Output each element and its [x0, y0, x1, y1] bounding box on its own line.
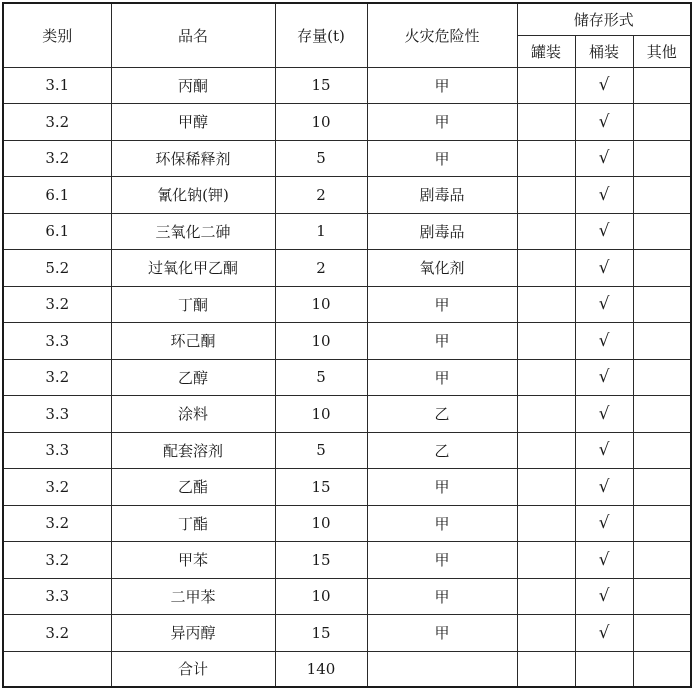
- cell-barrel: √: [575, 104, 633, 141]
- cell-quantity: 15: [275, 67, 367, 104]
- header-fire-hazard: 火灾危险性: [367, 3, 517, 67]
- cell-barrel: √: [575, 250, 633, 287]
- cell-name: 丁酮: [111, 286, 275, 323]
- cell-name: 乙酯: [111, 469, 275, 506]
- cell-quantity: 1: [275, 213, 367, 250]
- cell-hazard: 甲: [367, 140, 517, 177]
- header-quantity: 存量(t): [275, 3, 367, 67]
- cell-category: 6.1: [3, 177, 111, 214]
- cell-category: 3.2: [3, 359, 111, 396]
- cell-category: 3.2: [3, 286, 111, 323]
- header-storage-barrel: 桶装: [575, 35, 633, 67]
- cell-tank: [517, 104, 575, 141]
- cell-other: [633, 177, 691, 214]
- cell-hazard: 甲: [367, 323, 517, 360]
- cell-tank: [517, 286, 575, 323]
- table-row: [3, 213, 691, 250]
- cell-name: 甲苯: [111, 542, 275, 579]
- header-category: 类别: [3, 3, 111, 67]
- table-row: [3, 615, 691, 652]
- table-row: [3, 177, 691, 214]
- cell-hazard: 剧毒品: [367, 177, 517, 214]
- cell-tank: [517, 542, 575, 579]
- cell-barrel: √: [575, 432, 633, 469]
- cell-hazard: 剧毒品: [367, 213, 517, 250]
- cell-tank: [517, 578, 575, 615]
- cell-quantity: 10: [275, 323, 367, 360]
- table-row: [3, 505, 691, 542]
- cell-category: 3.3: [3, 432, 111, 469]
- cell-name: 丙酮: [111, 67, 275, 104]
- cell-other: [633, 67, 691, 104]
- header-storage-tank: 罐装: [517, 35, 575, 67]
- total-category-cell: [3, 651, 111, 687]
- cell-category: 3.2: [3, 615, 111, 652]
- cell-category: 3.2: [3, 505, 111, 542]
- cell-tank: [517, 67, 575, 104]
- header-name: 品名: [111, 3, 275, 67]
- cell-other: [633, 286, 691, 323]
- cell-hazard: 甲: [367, 542, 517, 579]
- cell-tank: [517, 505, 575, 542]
- cell-hazard: 甲: [367, 104, 517, 141]
- table-row: [3, 469, 691, 506]
- cell-quantity: 5: [275, 359, 367, 396]
- table-row: [3, 67, 691, 104]
- cell-other: [633, 213, 691, 250]
- cell-barrel: √: [575, 213, 633, 250]
- cell-name: 环保稀释剂: [111, 140, 275, 177]
- cell-barrel: √: [575, 615, 633, 652]
- table-row: [3, 578, 691, 615]
- cell-category: 6.1: [3, 213, 111, 250]
- table-body: [3, 67, 691, 651]
- cell-other: [633, 505, 691, 542]
- cell-hazard: 甲: [367, 286, 517, 323]
- cell-quantity: 10: [275, 286, 367, 323]
- cell-name: 甲醇: [111, 104, 275, 141]
- cell-barrel: √: [575, 542, 633, 579]
- cell-category: 3.3: [3, 323, 111, 360]
- cell-hazard: 甲: [367, 505, 517, 542]
- cell-quantity: 10: [275, 505, 367, 542]
- cell-other: [633, 359, 691, 396]
- cell-other: [633, 432, 691, 469]
- cell-hazard: 甲: [367, 578, 517, 615]
- cell-category: 3.3: [3, 396, 111, 433]
- cell-hazard: 乙: [367, 396, 517, 433]
- table-row: [3, 432, 691, 469]
- cell-name: 二甲苯: [111, 578, 275, 615]
- cell-quantity: 2: [275, 177, 367, 214]
- cell-hazard: 乙: [367, 432, 517, 469]
- cell-tank: [517, 615, 575, 652]
- cell-category: 3.2: [3, 469, 111, 506]
- cell-hazard: 甲: [367, 469, 517, 506]
- cell-category: 3.2: [3, 542, 111, 579]
- cell-tank: [517, 250, 575, 287]
- cell-barrel: √: [575, 67, 633, 104]
- cell-barrel: √: [575, 505, 633, 542]
- cell-other: [633, 104, 691, 141]
- cell-name: 异丙醇: [111, 615, 275, 652]
- cell-name: 氰化钠(钾): [111, 177, 275, 214]
- cell-name: 配套溶剂: [111, 432, 275, 469]
- cell-tank: [517, 213, 575, 250]
- cell-barrel: √: [575, 469, 633, 506]
- table-row: [3, 104, 691, 141]
- cell-other: [633, 542, 691, 579]
- total-tank-cell: [517, 651, 575, 687]
- cell-barrel: √: [575, 177, 633, 214]
- cell-barrel: √: [575, 140, 633, 177]
- total-row: [3, 651, 691, 687]
- cell-other: [633, 578, 691, 615]
- table-row: [3, 323, 691, 360]
- cell-name: 乙醇: [111, 359, 275, 396]
- cell-tank: [517, 396, 575, 433]
- cell-tank: [517, 469, 575, 506]
- cell-quantity: 5: [275, 140, 367, 177]
- cell-other: [633, 323, 691, 360]
- cell-name: 过氧化甲乙酮: [111, 250, 275, 287]
- cell-quantity: 15: [275, 469, 367, 506]
- cell-category: 5.2: [3, 250, 111, 287]
- cell-quantity: 10: [275, 104, 367, 141]
- cell-other: [633, 140, 691, 177]
- cell-other: [633, 469, 691, 506]
- header-storage-form: 储存形式: [517, 3, 691, 35]
- table-row: [3, 359, 691, 396]
- header-storage-other: 其他: [633, 35, 691, 67]
- total-other-cell: [633, 651, 691, 687]
- chemical-storage-table: [2, 2, 692, 688]
- cell-name: 涂料: [111, 396, 275, 433]
- cell-category: 3.2: [3, 140, 111, 177]
- cell-hazard: 甲: [367, 67, 517, 104]
- table-row: [3, 250, 691, 287]
- cell-barrel: √: [575, 359, 633, 396]
- cell-barrel: √: [575, 578, 633, 615]
- total-hazard-cell: [367, 651, 517, 687]
- cell-quantity: 10: [275, 396, 367, 433]
- table-row: [3, 396, 691, 433]
- cell-quantity: 5: [275, 432, 367, 469]
- cell-tank: [517, 323, 575, 360]
- table-row: [3, 140, 691, 177]
- cell-name: 三氧化二砷: [111, 213, 275, 250]
- cell-category: 3.2: [3, 104, 111, 141]
- cell-tank: [517, 177, 575, 214]
- cell-tank: [517, 432, 575, 469]
- cell-barrel: √: [575, 396, 633, 433]
- cell-category: 3.1: [3, 67, 111, 104]
- total-quantity: 140: [275, 651, 367, 687]
- cell-quantity: 15: [275, 615, 367, 652]
- cell-quantity: 2: [275, 250, 367, 287]
- total-barrel-cell: [575, 651, 633, 687]
- cell-tank: [517, 140, 575, 177]
- cell-hazard: 氧化剂: [367, 250, 517, 287]
- cell-category: 3.3: [3, 578, 111, 615]
- table-row: [3, 542, 691, 579]
- cell-barrel: √: [575, 323, 633, 360]
- cell-other: [633, 250, 691, 287]
- cell-other: [633, 615, 691, 652]
- cell-hazard: 甲: [367, 359, 517, 396]
- table-row: [3, 286, 691, 323]
- cell-quantity: 10: [275, 578, 367, 615]
- cell-name: 丁酯: [111, 505, 275, 542]
- cell-name: 环己酮: [111, 323, 275, 360]
- cell-quantity: 15: [275, 542, 367, 579]
- cell-tank: [517, 359, 575, 396]
- total-label: 合计: [111, 651, 275, 687]
- cell-hazard: 甲: [367, 615, 517, 652]
- cell-other: [633, 396, 691, 433]
- cell-barrel: √: [575, 286, 633, 323]
